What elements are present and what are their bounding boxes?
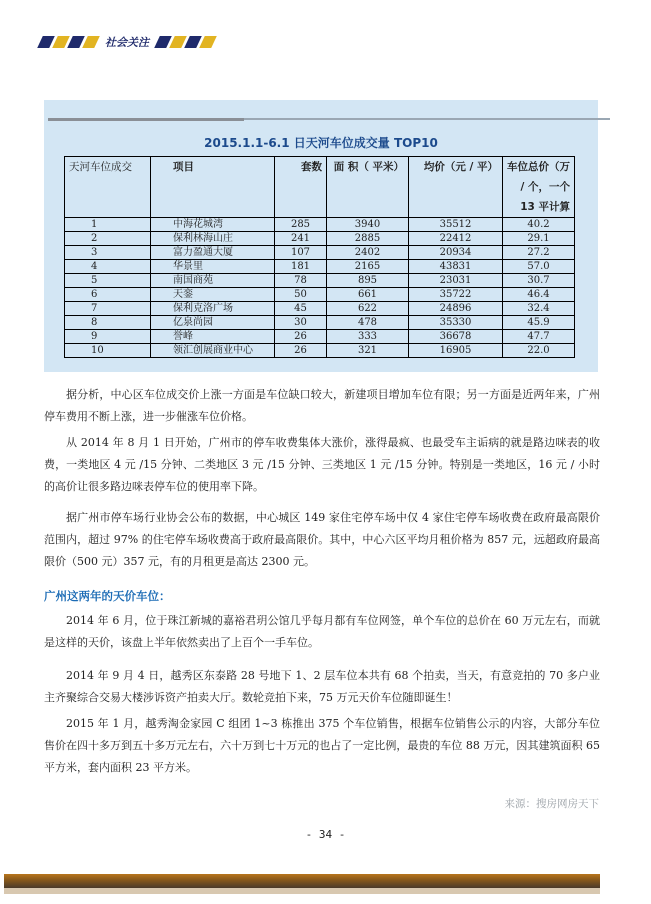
cell-total-price: 46.4	[503, 288, 575, 302]
table-row	[65, 344, 575, 358]
cell-units: 26	[275, 344, 327, 358]
cell-avg-price: 35512	[409, 218, 503, 232]
col-header-rank: 天河车位成交	[65, 157, 151, 218]
cell-project: 中海花城湾	[151, 218, 275, 232]
cell-project: 天銮	[151, 288, 275, 302]
cell-area: 321	[327, 344, 409, 358]
cell-total-price: 47.7	[503, 330, 575, 344]
cell-area: 333	[327, 330, 409, 344]
panel-divider-accent	[48, 118, 244, 121]
cell-units: 45	[275, 302, 327, 316]
cell-units: 50	[275, 288, 327, 302]
cell-project: 保利克洛广场	[151, 302, 275, 316]
cell-units: 78	[275, 274, 327, 288]
cell-avg-price: 22412	[409, 232, 503, 246]
cell-project: 誉峰	[151, 330, 275, 344]
cell-avg-price: 35330	[409, 316, 503, 330]
table-title: 2015.1.1-6.1 日天河车位成交量 TOP10	[204, 136, 438, 150]
col-header-area: 面 积（ 平米）	[327, 157, 409, 218]
table-row	[65, 316, 575, 330]
footer-band-lower	[4, 888, 600, 894]
paragraph: 据分析，中心区车位成交价上涨一方面是车位缺口较大，新建项目增加车位有限；另一方面是近两年来，广州停车费用不断上涨，进一步催涨车位价格。	[44, 388, 600, 423]
table-header-row	[65, 157, 575, 218]
cell-units: 107	[275, 246, 327, 260]
cell-area: 622	[327, 302, 409, 316]
table-row	[65, 218, 575, 232]
table-row	[65, 330, 575, 344]
table-row	[65, 302, 575, 316]
cell-rank: 3	[65, 246, 151, 260]
header-stripes-left	[40, 36, 97, 48]
cell-area: 895	[327, 274, 409, 288]
cell-units: 181	[275, 260, 327, 274]
source-credit: 来源：搜房网房天下	[504, 798, 599, 810]
cell-total-price: 30.7	[503, 274, 575, 288]
cell-area: 2402	[327, 246, 409, 260]
cell-avg-price: 24896	[409, 302, 503, 316]
cell-rank: 6	[65, 288, 151, 302]
header-title: 社会关注	[105, 36, 149, 49]
cell-project: 南国商苑	[151, 274, 275, 288]
cell-total-price: 40.2	[503, 218, 575, 232]
header-stripes-right	[157, 36, 214, 48]
paragraph: 据广州市停车场行业协会公布的数据，中心城区 149 家住宅停车场中仅 4 家住宅停车场收费在政府最高限价范围内，超过 97% 的住宅停车场收费高于政府最高限价。其中，中心六区平均月租价格为 857 元，远超政府最高限价（500 元）357 元，有的月租更是高达 2300 元。	[44, 511, 600, 568]
cell-total-price: 27.2	[503, 246, 575, 260]
table-row	[65, 246, 575, 260]
paragraph: 从 2014 年 8 月 1 日开始，广州市的停车收费集体大涨价，涨得最疯、也最受车主诟病的就是路边咪表的收费，一类地区 4 元 /15 分钟、二类地区 3 元 /15 分钟、三类地区 1 元 /15 分钟。特别是一类地区，16 元 / 小时的高价让很多路边咪表停车位的使用率下降。	[44, 436, 600, 493]
ranking-table	[64, 156, 575, 358]
cell-area: 2165	[327, 260, 409, 274]
cell-avg-price: 35722	[409, 288, 503, 302]
cell-area: 3940	[327, 218, 409, 232]
paragraph: 2014 年 6 月，位于珠江新城的嘉裕君玥公馆几乎每月都有车位网签，单个车位的总价在 60 万元左右，而就是这样的天价，该盘上半年依然卖出了上百个一手车位。	[44, 614, 600, 649]
cell-units: 26	[275, 330, 327, 344]
col-header-avg-price: 均价（元 / 平）	[409, 157, 503, 218]
cell-project: 保利林海山庄	[151, 232, 275, 246]
cell-rank: 2	[65, 232, 151, 246]
footer-band	[4, 874, 600, 888]
cell-area: 661	[327, 288, 409, 302]
cell-avg-price: 23031	[409, 274, 503, 288]
table-row	[65, 260, 575, 274]
table-row	[65, 232, 575, 246]
cell-project: 富力盈通大厦	[151, 246, 275, 260]
table-row	[65, 288, 575, 302]
page-number: - 34 -	[305, 828, 346, 841]
cell-rank: 9	[65, 330, 151, 344]
cell-avg-price: 16905	[409, 344, 503, 358]
cell-area: 478	[327, 316, 409, 330]
cell-avg-price: 43831	[409, 260, 503, 274]
cell-total-price: 29.1	[503, 232, 575, 246]
cell-area: 2885	[327, 232, 409, 246]
cell-avg-price: 20934	[409, 246, 503, 260]
cell-total-price: 45.9	[503, 316, 575, 330]
cell-total-price: 22.0	[503, 344, 575, 358]
cell-rank: 10	[65, 344, 151, 358]
cell-rank: 7	[65, 302, 151, 316]
cell-units: 241	[275, 232, 327, 246]
cell-total-price: 32.4	[503, 302, 575, 316]
cell-rank: 5	[65, 274, 151, 288]
cell-total-price: 57.0	[503, 260, 575, 274]
cell-rank: 4	[65, 260, 151, 274]
table-row	[65, 274, 575, 288]
cell-project: 华景里	[151, 260, 275, 274]
stripe	[82, 36, 100, 48]
stripe	[199, 36, 217, 48]
cell-rank: 1	[65, 218, 151, 232]
paragraph: 2014 年 9 月 4 日，越秀区东泰路 28 号地下 1、2 层车位本共有 68 个拍卖，当天，有意竞拍的 70 多户业主齐聚综合交易大楼涉诉资产拍卖大厅。数轮竞拍下来，75 万元天价车位随即诞生！	[44, 669, 600, 704]
cell-project: 亿泉尚园	[151, 316, 275, 330]
col-header-total-price: 车位总价（万 / 个，一个 13 平计算	[503, 157, 575, 218]
cell-project: 领汇创展商业中心	[151, 344, 275, 358]
cell-rank: 8	[65, 316, 151, 330]
cell-units: 285	[275, 218, 327, 232]
section-title: 广州这两年的天价车位：	[44, 589, 171, 603]
cell-avg-price: 36678	[409, 330, 503, 344]
section-header	[40, 34, 214, 50]
col-header-project: 项目	[151, 157, 275, 218]
paragraph: 2015 年 1 月，越秀淘金家园 C 组团 1~3 栋推出 375 个车位销售，根据车位销售公示的内容，大部分车位售价在四十多万到五十多万元左右，六十万到七十万元的也占了一定比例，最贵的车位 88 万元，因其建筑面积 65 平方米，套内面积 23 平方米。	[44, 717, 600, 774]
cell-units: 30	[275, 316, 327, 330]
col-header-units: 套数	[275, 157, 327, 218]
